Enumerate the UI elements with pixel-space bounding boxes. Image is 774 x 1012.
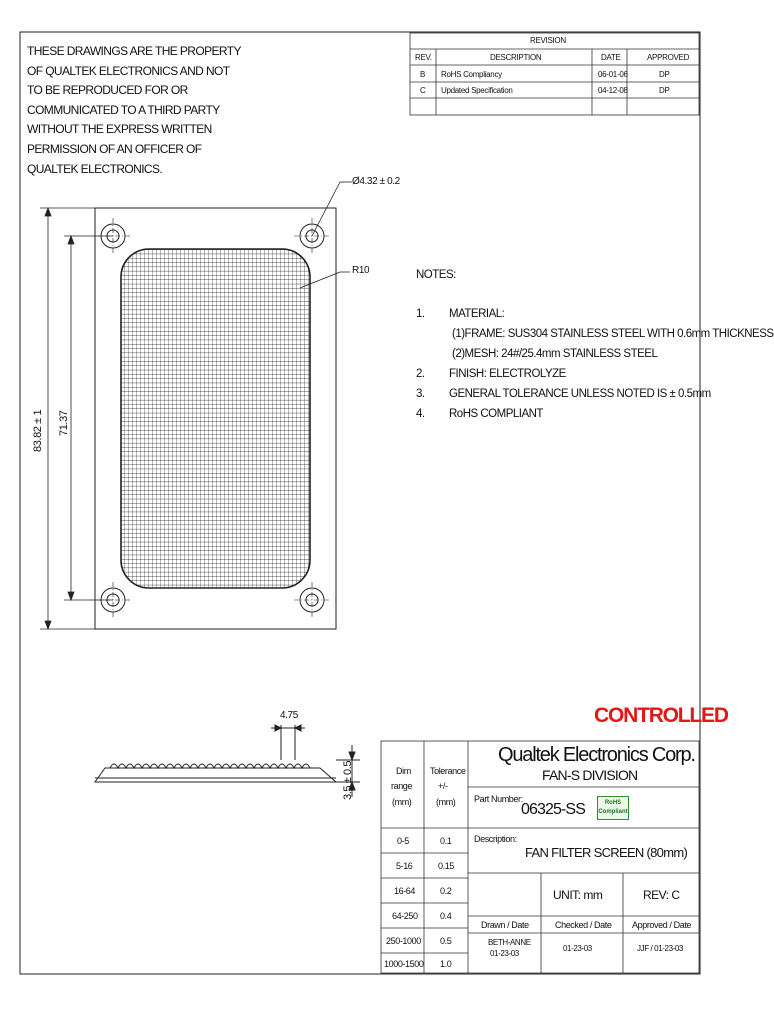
tol-header-3: (mm) xyxy=(436,797,456,807)
pitch-dim: 4.75 xyxy=(280,710,298,721)
checked-label: Checked / Date xyxy=(555,920,612,930)
rev-row-b-description: RoHS Compliancy xyxy=(441,70,502,79)
approved-date: JJF / 01-23-03 xyxy=(637,944,683,953)
side-view xyxy=(95,725,360,797)
tol-range-6: 1000-1500 xyxy=(384,959,424,969)
drawn-date: 01-23-03 xyxy=(490,949,519,958)
inner-height-dim: 71.37 xyxy=(58,410,70,436)
part-number: 06325-SS xyxy=(521,801,585,818)
tol-value-5: 0.5 xyxy=(440,936,452,946)
division-name: FAN-S DIVISION xyxy=(542,767,638,783)
rohs-badge xyxy=(597,796,629,820)
tol-value-2: 0.15 xyxy=(438,861,454,871)
tol-range-3: 16-64 xyxy=(394,886,416,896)
rev-row-b-rev: B xyxy=(420,70,426,79)
unit-label: UNIT: mm xyxy=(553,888,603,902)
company-name: Qualtek Electronics Corp. xyxy=(498,744,695,766)
rev-row-c-description: Updated Specification xyxy=(441,86,513,95)
note-4-num: 4. xyxy=(416,408,425,420)
tol-range-4: 64-250 xyxy=(392,911,418,921)
overall-height-dim: 83.82 ± 1 xyxy=(32,409,44,452)
tol-value-3: 0.2 xyxy=(440,886,452,896)
rev-row-b-date: 06-01-06 xyxy=(598,70,628,79)
note-4-text: RoHS COMPLIANT xyxy=(449,408,543,420)
note-1-text: MATERIAL: xyxy=(449,308,505,320)
dimension-lines xyxy=(40,208,113,629)
dim-header-3: (mm) xyxy=(392,797,412,807)
dim-header-2: range xyxy=(391,781,413,791)
notes-title: NOTES: xyxy=(416,269,456,281)
tol-header-2: +/- xyxy=(438,781,448,791)
rev-row-b-approved: DP xyxy=(659,70,670,79)
part-description: FAN FILTER SCREEN (80mm) xyxy=(525,845,688,860)
note-1a-text: (1)FRAME: SUS304 STAINLESS STEEL WITH 0.6mm THICKNESS xyxy=(452,328,774,340)
hole-diameter-dim: Ø4.32 ± 0.2 xyxy=(352,176,400,187)
mesh-grid xyxy=(121,249,310,588)
dim-header-1: Dim xyxy=(396,766,411,776)
rev-row-c-rev: C xyxy=(420,86,426,95)
note-2-text: FINISH: ELECTROLYZE xyxy=(449,368,566,380)
part-number-label: Part Number: xyxy=(474,794,523,804)
revision-title: REVISION xyxy=(530,36,566,45)
checked-date: 01-23-03 xyxy=(563,944,592,953)
note-3-num: 3. xyxy=(416,388,425,400)
tol-value-6: 1.0 xyxy=(440,959,452,969)
radius-dim: R10 xyxy=(352,265,370,276)
tol-range-2: 5-16 xyxy=(396,861,413,871)
note-1-num: 1. xyxy=(416,308,425,320)
rev-row-c-date: 04-12-08 xyxy=(598,86,628,95)
rev-header-date: DATE xyxy=(601,53,621,62)
drawn-by: BETH-ANNE xyxy=(488,938,531,947)
rev-label: REV: C xyxy=(643,888,680,902)
tol-value-1: 0.1 xyxy=(440,836,452,846)
description-label: Description: xyxy=(474,834,517,844)
ownership-notice: THESE DRAWINGS ARE THE PROPERTY OF QUALTEK ELECTRONICS AND NOT TO BE REPRODUCED FOR OR COMMUNICATED TO A THIRD PARTY WITHOUT THE EXPRESS WRITTEN PERMISSION OF AN OFFICER OF QUALTEK ELECTRONICS. xyxy=(27,44,241,176)
tol-range-5: 250-1000 xyxy=(386,936,421,946)
approved-label: Approved / Date xyxy=(632,920,692,930)
note-2-num: 2. xyxy=(416,368,425,380)
tol-range-1: 0-5 xyxy=(397,836,409,846)
rohs-badge-line2: Compliant xyxy=(598,809,628,815)
controlled-stamp: CONTROLLED xyxy=(594,704,728,727)
rev-header-approved: APPROVED xyxy=(647,53,690,62)
note-1b-text: (2)MESH: 24#/25.4mm STAINLESS STEEL xyxy=(452,348,658,360)
thickness-dim: 3.5 ± 0.5 xyxy=(342,760,354,800)
note-3-text: GENERAL TOLERANCE UNLESS NOTED IS ± 0.5mm xyxy=(449,388,711,400)
rev-header-rev: REV. xyxy=(415,53,432,62)
tol-header-1: Tolerance xyxy=(430,766,466,776)
rev-header-description: DESCRIPTION xyxy=(490,53,542,62)
tol-value-4: 0.4 xyxy=(440,911,452,921)
rev-row-c-approved: DP xyxy=(659,86,670,95)
drawn-label: Drawn / Date xyxy=(481,920,529,930)
rohs-badge-line1: RoHS xyxy=(604,800,622,806)
